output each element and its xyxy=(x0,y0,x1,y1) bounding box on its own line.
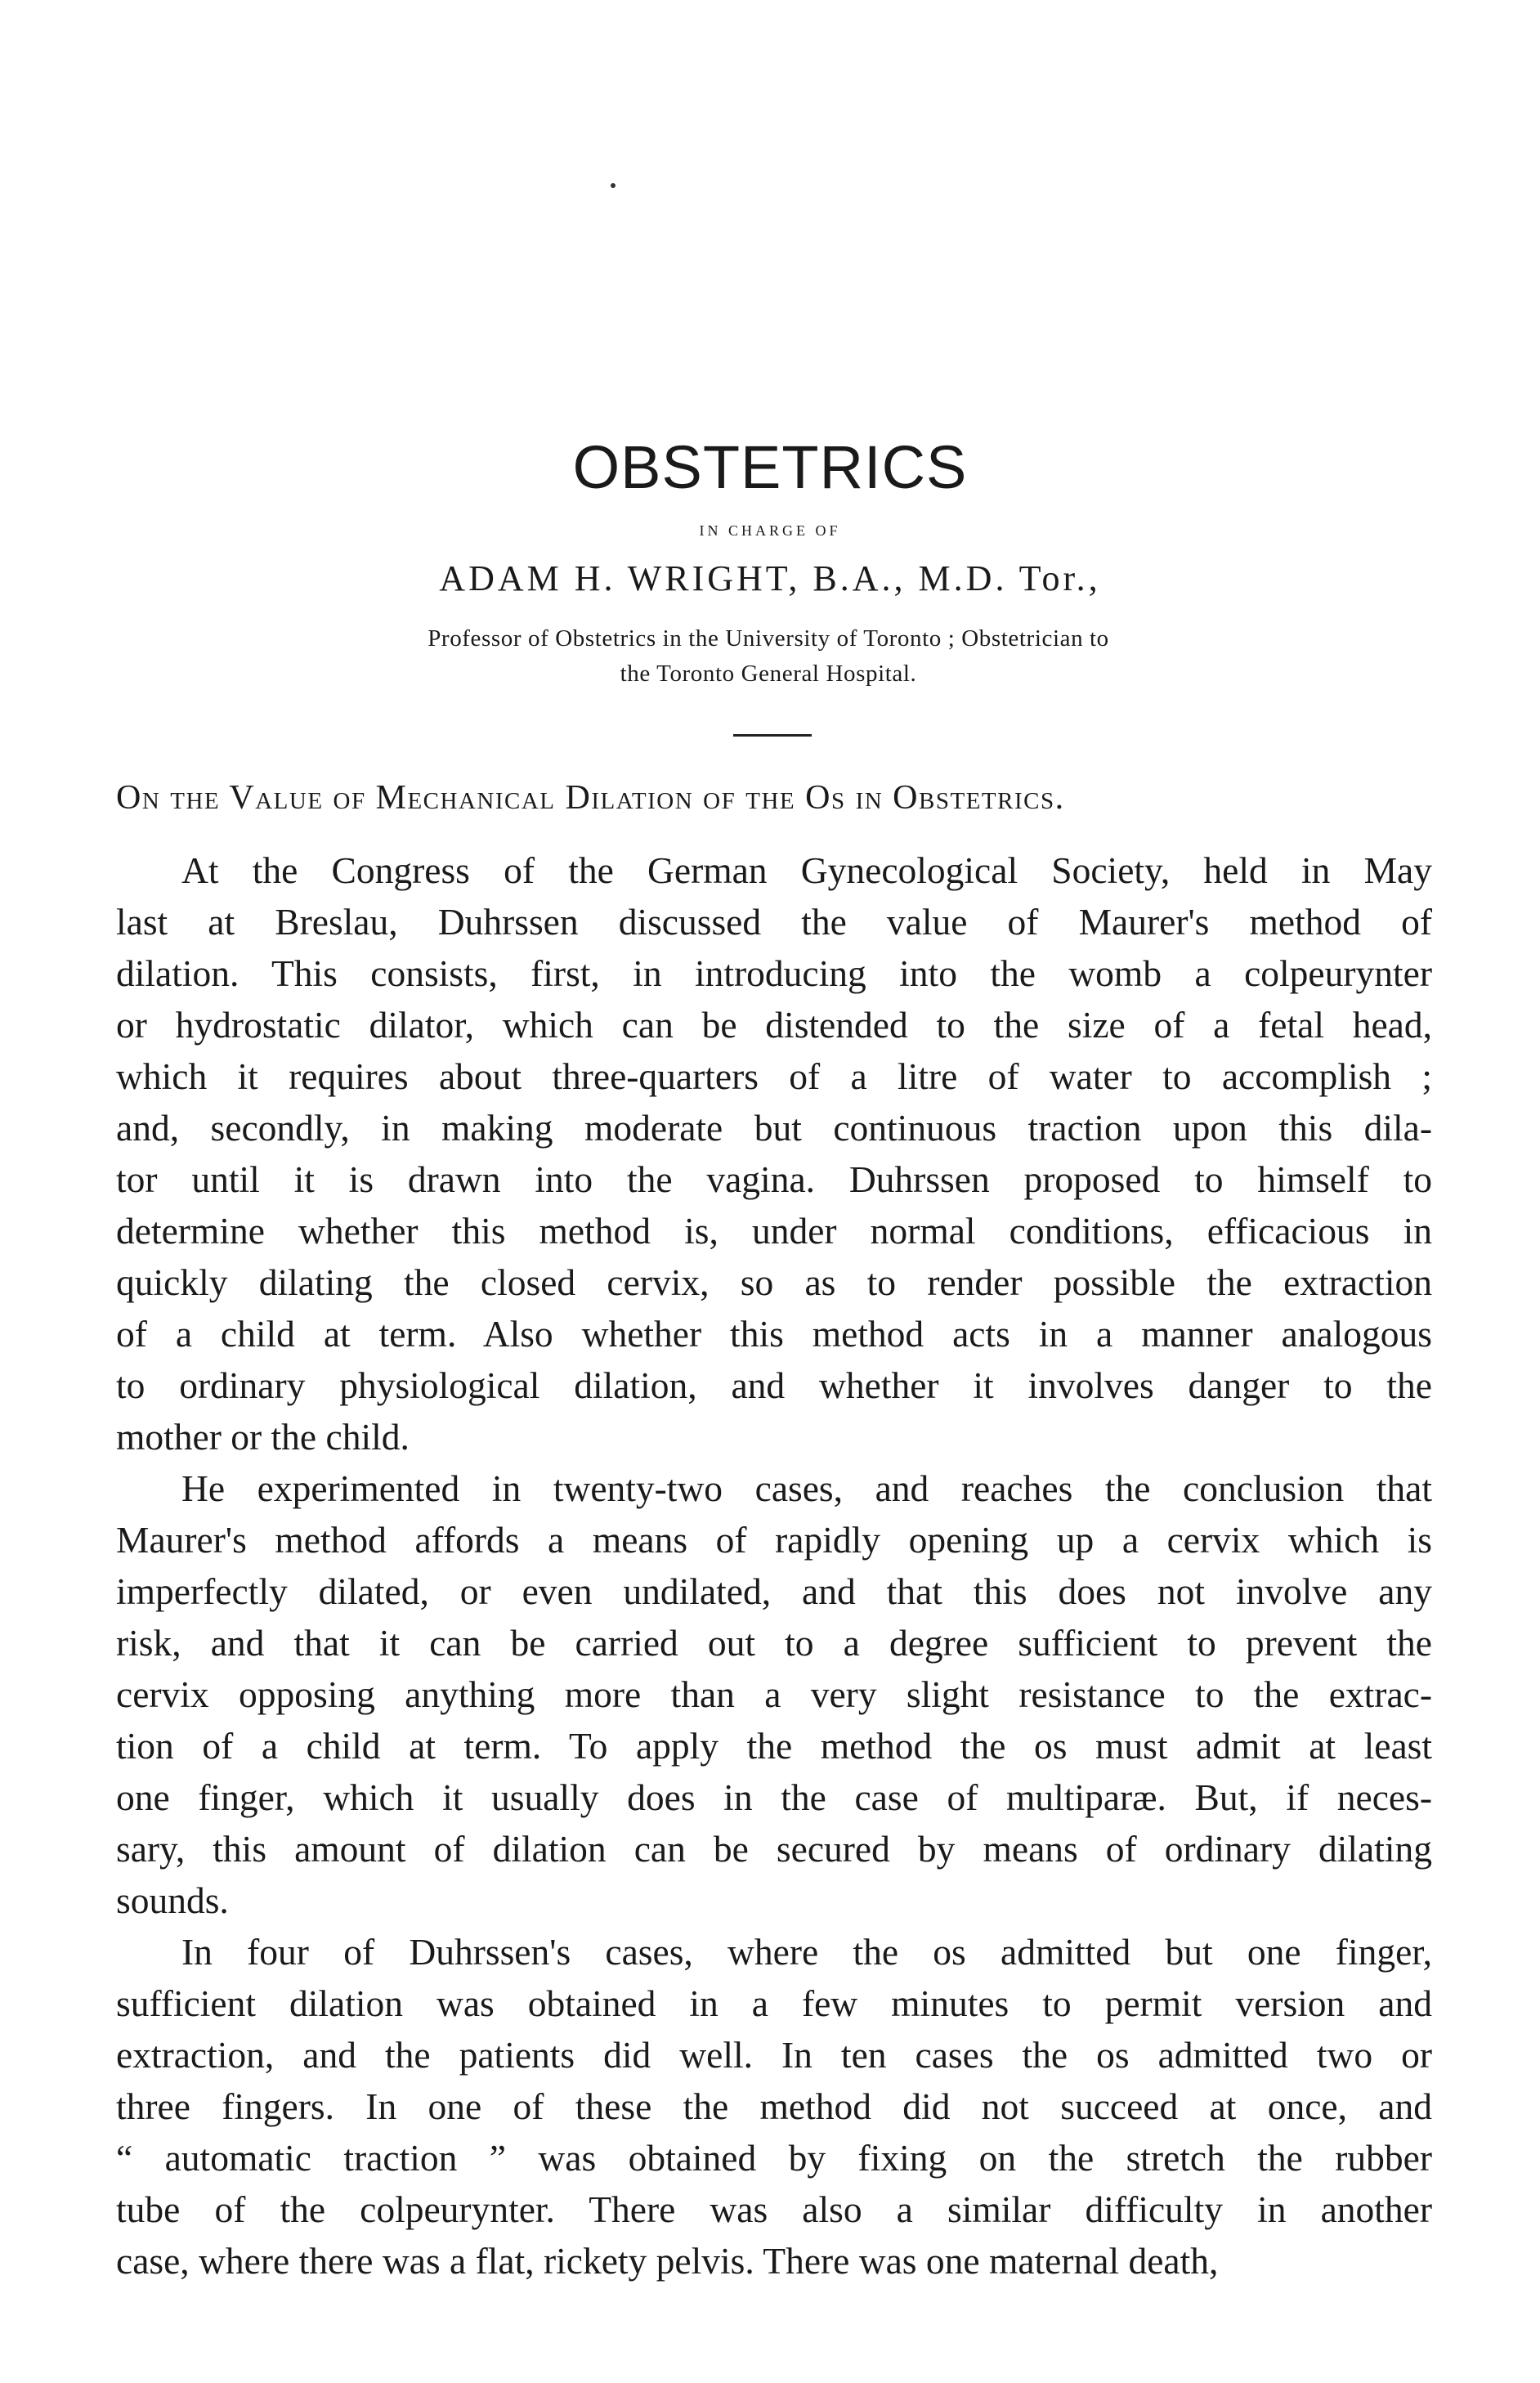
paragraph xyxy=(116,1462,1432,1926)
paragraph-line: In four of Duhrssen's cases, where the os admitted but one finger, xyxy=(181,1931,1432,1973)
paragraph-line: sounds. xyxy=(116,1879,229,1921)
paragraph-line: one finger, which it usually does in the case of multiparæ. But, if neces- xyxy=(116,1776,1432,1818)
section-divider xyxy=(733,734,812,737)
in-charge-label: IN CHARGE OF xyxy=(699,522,841,539)
paragraph-line: last at Breslau, Duhrssen discussed the value of Maurer's method of xyxy=(116,901,1432,943)
section-title: OBSTETRICS xyxy=(572,433,968,501)
paragraph-line: mother or the child. xyxy=(116,1416,410,1458)
editor-name: ADAM H. WRIGHT, B.A., M.D. Tor., xyxy=(439,558,1101,598)
paragraph-line: extraction, and the patients did well. In ten cases the os admitted two or xyxy=(116,2034,1432,2076)
paragraph-line: quickly dilating the closed cervix, so as to render possible the extraction xyxy=(116,1261,1432,1303)
paragraph-line: At the Congress of the German Gynecological Society, held in May xyxy=(181,849,1432,891)
paragraph xyxy=(116,844,1432,1462)
print-speck xyxy=(611,183,616,188)
paragraph-line: Maurer's method affords a means of rapidly opening up a cervix which is xyxy=(116,1519,1432,1561)
paragraph-line: tube of the colpeurynter. There was also a similar difficulty in another xyxy=(116,2188,1432,2230)
article-title: On the Value of Mechanical Dilation of the Os in Obstetrics. xyxy=(116,779,1065,817)
paragraph-line: imperfectly dilated, or even undilated, and that this does not involve any xyxy=(116,1570,1432,1612)
paragraph-line: sary, this amount of dilation can be secured by means of ordinary dilating xyxy=(116,1828,1432,1870)
paragraph-line: three fingers. In one of these the method did not succeed at once, and xyxy=(116,2085,1432,2127)
editor-affiliation-line-2: the Toronto General Hospital. xyxy=(620,661,917,687)
article-body xyxy=(116,844,1432,2287)
paragraph-line: and, secondly, in making moderate but continuous traction upon this dila- xyxy=(116,1107,1432,1149)
paragraph-line: to ordinary physiological dilation, and whether it involves danger to the xyxy=(116,1364,1432,1406)
editor-affiliation-line-1: Professor of Obstetrics in the University of Toronto ; Obstetrician to xyxy=(428,625,1109,652)
paragraph-line: which it requires about three-quarters of a litre of water to accomplish ; xyxy=(116,1055,1432,1097)
paragraph-line: determine whether this method is, under normal conditions, efficacious in xyxy=(116,1210,1432,1252)
paragraph-line: sufficient dilation was obtained in a few minutes to permit version and xyxy=(116,1982,1432,2024)
paragraph-line: dilation. This consists, first, in introducing into the womb a colpeurynter xyxy=(116,952,1432,994)
editor-affiliation xyxy=(294,621,1242,692)
paragraph-line: risk, and that it can be carried out to a degree sufficient to prevent the xyxy=(116,1622,1432,1664)
paragraph-line: He experimented in twenty-two cases, and reaches the conclusion that xyxy=(181,1467,1432,1509)
paragraph xyxy=(116,1926,1432,2287)
paragraph-line: tion of a child at term. To apply the method the os must admit at least xyxy=(116,1725,1432,1767)
paragraph-line: case, where there was a flat, rickety pelvis. There was one maternal death, xyxy=(116,2240,1219,2282)
paragraph-line: cervix opposing anything more than a very slight resistance to the extrac- xyxy=(116,1673,1432,1715)
paragraph-line: tor until it is drawn into the vagina. Duhrssen proposed to himself to xyxy=(116,1158,1432,1200)
paragraph-line: of a child at term. Also whether this method acts in a manner analogous xyxy=(116,1313,1432,1355)
paragraph-line: or hydrostatic dilator, which can be distended to the size of a fetal head, xyxy=(116,1004,1432,1046)
paragraph-line: “ automatic traction ” was obtained by fixing on the stretch the rubber xyxy=(116,2137,1432,2179)
